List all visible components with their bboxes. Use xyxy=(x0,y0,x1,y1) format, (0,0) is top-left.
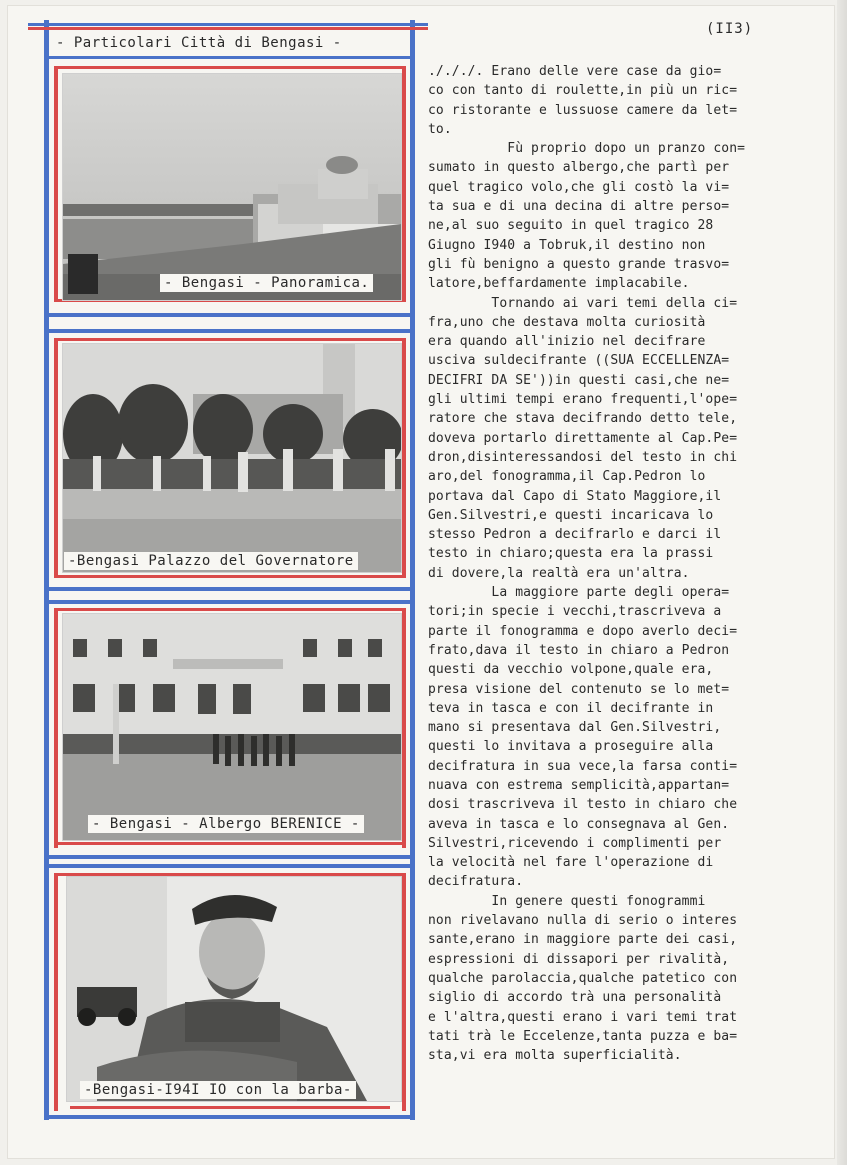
page-edge xyxy=(837,0,847,1165)
text-line: mano si presentava dal Gen.Silvestri, xyxy=(428,720,722,736)
text-line: In genere questi fonogrammi xyxy=(428,893,706,909)
text-line: quel tragico volo,che gli costò la vi= xyxy=(428,179,730,195)
photo3-divider-top-blue xyxy=(44,600,415,604)
photo2-line-top xyxy=(56,338,406,341)
text-line: gli fù benigno a questo grande trasvo= xyxy=(428,256,730,272)
text-line: dosi trascriveva il testo in chiaro che xyxy=(428,797,738,813)
photo2-divider-bottom-blue xyxy=(44,587,415,591)
text-line: gli ultimi tempi erano frequenti,l'ope= xyxy=(428,392,738,408)
text-line: ta sua e di una decina di altre perso= xyxy=(428,199,730,215)
text-line: dron,disinteressandosi del testo in chi xyxy=(428,449,738,465)
text-line: DECIFRI DA SE'))in questi casi,che ne= xyxy=(428,372,730,388)
photo4-line-left xyxy=(54,873,58,1111)
text-line: Silvestri,ricevendo i complimenti per xyxy=(428,835,722,851)
photo-portrait-1941 xyxy=(66,876,402,1102)
text-line: frato,dava il testo in chiaro a Pedron xyxy=(428,642,730,658)
text-line: aveva in tasca e lo consegnava al Gen. xyxy=(428,816,730,832)
text-line: co ristorante e lussuose camere da let= xyxy=(428,102,738,118)
photo1-line-left xyxy=(54,66,58,302)
photo1-line-top xyxy=(56,66,406,69)
photo4-divider-top-blue xyxy=(44,864,415,868)
photo4-line-right xyxy=(402,873,406,1111)
text-line: tori;in specie i vecchi,trascriveva a xyxy=(428,604,722,620)
text-line: non rivelavano nulla di serio o interes xyxy=(428,913,738,929)
photo-albergo-berenice xyxy=(62,613,402,841)
photo3-line-right xyxy=(402,608,406,848)
text-line: presa visione del contenuto se lo met= xyxy=(428,681,730,697)
text-line: latore,beffardamente implacabile. xyxy=(428,276,690,292)
title-line-bottom-blue xyxy=(44,56,415,59)
page-number: (II3) xyxy=(706,21,754,37)
text-line: doveva portarlo direttamente al Cap.Pe= xyxy=(428,430,738,446)
text-line: testo in chiaro;questa era la prassi xyxy=(428,546,714,562)
text-line: decifratura in sua vece,la farsa conti= xyxy=(428,758,738,774)
title-line-top-red xyxy=(28,27,428,30)
photo3-divider-bottom-blue xyxy=(44,855,415,859)
caption-portrait-1941: -Bengasi-I94I IO con la barba- xyxy=(80,1081,356,1099)
text-line: sta,vi era molta superficialità. xyxy=(428,1048,682,1064)
text-line: tati trà le Eccelenze,tanta puzza e ba= xyxy=(428,1028,738,1044)
text-line: espressioni di dissapori per rivalità, xyxy=(428,951,730,967)
text-line: aro,del fonogramma,il Cap.Pedron lo xyxy=(428,469,706,485)
text-line: Gen.Silvestri,e questi incaricava lo xyxy=(428,507,714,523)
text-line: ne,al suo seguito in quel tragico 28 xyxy=(428,218,714,234)
photo2-line-bottom xyxy=(56,575,406,578)
text-line: co con tanto di roulette,in più un ric= xyxy=(428,83,738,99)
text-line: usciva suldecifrante ((SUA ECCELLENZA= xyxy=(428,353,730,369)
caption-palazzo-governatore: -Bengasi Palazzo del Governatore xyxy=(64,552,358,570)
frame-line-left-blue xyxy=(44,20,49,1120)
photo3-line-bottom xyxy=(56,842,406,845)
photo2-divider-top-blue xyxy=(44,329,415,333)
photo3-line-top xyxy=(56,608,406,611)
caption-panoramica: - Bengasi - Panoramica. xyxy=(160,274,373,292)
text-line: sumato in questo albergo,che partì per xyxy=(428,160,730,176)
text-line: parte il fonogramma e dopo averlo deci= xyxy=(428,623,738,639)
text-line: nuava con estrema semplicità,appartan= xyxy=(428,777,730,793)
text-line: e l'altra,questi erano i vari temi trat xyxy=(428,1009,738,1025)
text-line: La maggiore parte degli opera= xyxy=(428,585,730,601)
text-line: portava dal Capo di Stato Maggiore,il xyxy=(428,488,722,504)
text-line: sante,erano in maggiore parte dei casi, xyxy=(428,932,738,948)
text-line: Giugno I940 a Tobruk,il destino non xyxy=(428,237,706,253)
text-line: decifratura. xyxy=(428,874,524,890)
text-line: stesso Pedron a decifrarlo e darci il xyxy=(428,527,722,543)
text-line: di dovere,la realtà era un'altra. xyxy=(428,565,690,581)
photo3-line-left xyxy=(54,608,58,848)
text-line: Fù proprio dopo un pranzo con= xyxy=(428,141,746,157)
frame-line-right-blue xyxy=(410,20,415,1120)
text-line: qualche parolaccia,qualche patetico con xyxy=(428,970,738,986)
photo4-divider-bottom-blue xyxy=(44,1115,415,1119)
caption-albergo-berenice: - Bengasi - Albergo BERENICE - xyxy=(88,815,364,833)
photo-palazzo-governatore xyxy=(62,343,402,573)
text-line: era quando all'inizio nel decifrare xyxy=(428,334,706,350)
text-line: siglio di accordo trà una personalità xyxy=(428,990,722,1006)
photo-panoramica xyxy=(62,73,402,301)
text-line: la velocità nel fare l'operazione di xyxy=(428,855,714,871)
title-line-top-blue xyxy=(28,23,428,26)
photo1-line-right xyxy=(402,66,406,302)
text-line: ./././. Erano delle vere case da gio= xyxy=(428,64,722,79)
text-line: teva in tasca e con il decifrante in xyxy=(428,700,714,716)
text-line: questi lo invitava a proseguire alla xyxy=(428,739,714,755)
photo1-divider-blue xyxy=(44,313,415,317)
text-line: fra,uno che destava molta curiosità xyxy=(428,314,706,330)
photo2-line-left xyxy=(54,338,58,578)
text-line: Tornando ai vari temi della ci= xyxy=(428,295,738,311)
photo4-line-bottom xyxy=(70,1106,390,1109)
album-title: - Particolari Città di Bengasi - xyxy=(56,35,342,51)
text-line: ratore che stava decifrando detto tele, xyxy=(428,411,738,427)
photo2-line-right xyxy=(402,338,406,578)
text-line: to. xyxy=(428,121,452,137)
typewritten-text xyxy=(428,62,834,1065)
text-line: questi da vecchio volpone,quale era, xyxy=(428,662,714,678)
